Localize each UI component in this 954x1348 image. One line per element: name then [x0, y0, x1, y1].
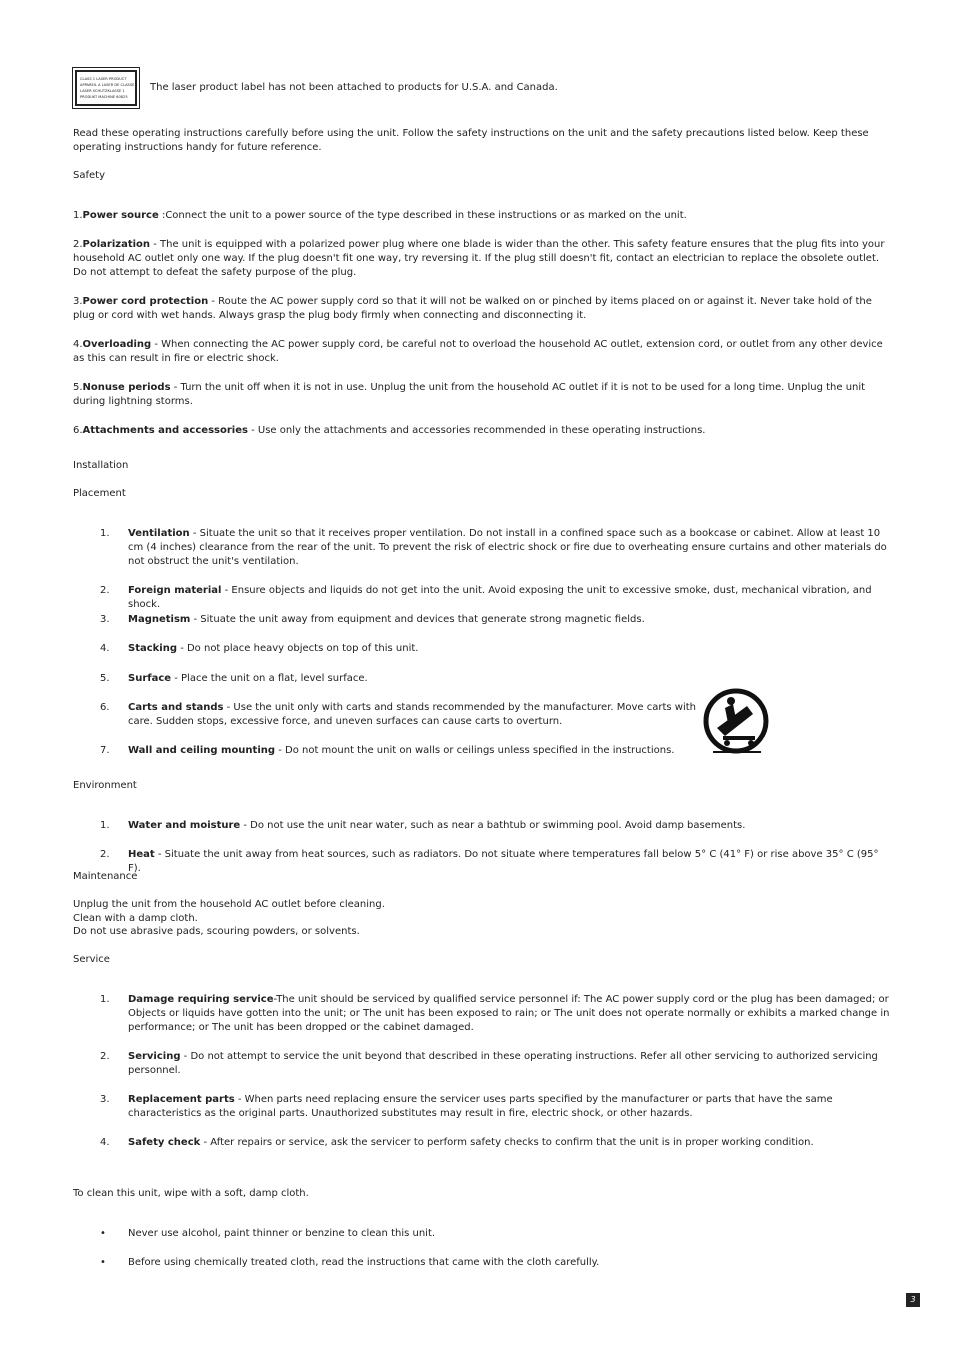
item-term: Damage requiring service	[128, 994, 274, 1005]
item-text: - Do not attempt to service the unit beyond that described in these operating instructions. Refer all other servicing to authorized servicing personnel.	[128, 1051, 878, 1076]
item-number: 4.	[100, 643, 110, 654]
item-text: - Do not use the unit near water, such as near a bathtub or swimming pool. Avoid damp basements.	[240, 820, 746, 831]
laser-label-line: LASER SCHUTZKLASSE 1	[80, 89, 125, 93]
item-number: 1.	[73, 210, 83, 221]
item-term: Power source	[82, 210, 159, 221]
maintenance-heading: Maintenance	[73, 871, 138, 882]
item-term: Ventilation	[128, 528, 190, 539]
item-term: Attachments and accessories	[82, 425, 248, 436]
item-text: - Situate the unit so that it receives proper ventilation. Do not install in a confined space such as a bookcase or cabinet. Allow at least 10 cm (4 inches) clearance from the rear of the unit. To prevent the risk of electric shock or fire due to overheating ensure curtains and other materials do not obstruct the unit's ventilation.	[128, 528, 887, 567]
bullet-text: Never use alcohol, paint thinner or benzine to clean this unit.	[128, 1228, 436, 1239]
safety-item	[73, 381, 893, 409]
item-text: - The unit is equipped with a polarized power plug where one blade is wider than the other. This safety feature ensures that the plug fits into your household AC outlet only one way. If the plug doesn't fit one way, try reversing it. If the plug still doesn't fit, contact an electrician to replace the obsolete outlet. Do not attempt to defeat the safety purpose of the plug.	[73, 239, 885, 278]
bullet-dot: •	[100, 1257, 106, 1268]
item-term: Safety check	[128, 1137, 201, 1148]
item-term: Surface	[128, 673, 172, 684]
item-term: Foreign material	[128, 585, 222, 596]
item-number: 2.	[73, 239, 83, 250]
item-number: 2.	[100, 1051, 110, 1062]
bullet-dot: •	[100, 1228, 106, 1239]
bullet-text: Before using chemically treated cloth, read the instructions that came with the cloth carefully.	[128, 1257, 600, 1268]
item-number: 6.	[73, 425, 83, 436]
item-text: - Use only the attachments and accessories recommended in these operating instructions.	[247, 425, 706, 436]
item-number: 5.	[100, 673, 110, 684]
item-number: 1.	[100, 820, 110, 831]
intro-paragraph: Read these operating instructions carefully before using the unit. Follow the safety instructions on the unit and the safety precautions listed below. Keep these operating instructions handy for future reference.	[73, 128, 869, 153]
maintenance-line: Clean with a damp cloth.	[73, 913, 198, 924]
item-text: -The unit should be serviced by qualified service personnel if: The AC power supply cord or the plug has been damaged; or Objects or liquids have gotten into the unit; or The unit has been exposed to rain; or The unit does not operate normally or exhibits a marked change in performance; or The unit has been dropped or the cabinet damaged.	[128, 994, 890, 1033]
item-number: 7.	[100, 745, 110, 756]
item-text: - When connecting the AC power supply cord, be careful not to overload the household AC outlet, extension cord, or outlet from any other device as this can result in fire or electric shock.	[73, 339, 883, 364]
item-term: Power cord protection	[82, 296, 209, 307]
page-number: 3	[906, 1293, 920, 1307]
item-number: 4.	[100, 1137, 110, 1148]
item-text: - Route the AC power supply cord so that it will not be walked on or pinched by items placed on or against it. Never take hold of the plug or cord with wet hands. Always grasp the plug body firmly when connecting and disconnecting it.	[73, 296, 872, 321]
item-text: - Do not mount the unit on walls or ceilings unless specified in the instructions.	[275, 745, 675, 756]
item-number: 2.	[100, 849, 110, 860]
item-text: - Use the unit only with carts and stands recommended by the manufacturer. Move carts with care. Sudden stops, excessive force, and uneven surfaces can cause carts to overturn.	[128, 702, 697, 727]
safety-item	[73, 238, 893, 280]
item-number: 3.	[100, 1094, 110, 1105]
item-term: Nonuse periods	[82, 382, 171, 393]
laser-product-label	[72, 67, 140, 109]
item-term: Servicing	[128, 1051, 181, 1062]
item-term: Magnetism	[128, 614, 191, 625]
item-term: Heat	[128, 849, 155, 860]
item-text: - Turn the unit off when it is not in use. Unplug the unit from the household AC outlet if it is not to be used for a long time. Unplug the unit during lightning storms.	[73, 382, 866, 407]
item-text: - Do not place heavy objects on top of this unit.	[177, 643, 419, 654]
placement-heading: Placement	[73, 488, 126, 499]
laser-label-frame	[75, 70, 137, 106]
safety-item	[73, 209, 893, 223]
environment-heading: Environment	[73, 780, 137, 791]
item-number: 1.	[100, 994, 110, 1005]
item-number: 3.	[73, 296, 83, 307]
installation-heading: Installation	[73, 460, 129, 471]
laser-label-line: PRODUKT MACHINE 60825	[80, 95, 128, 99]
item-term: Wall and ceiling mounting	[128, 745, 276, 756]
item-term: Overloading	[82, 339, 152, 350]
cleaning-intro: To clean this unit, wipe with a soft, damp cloth.	[73, 1188, 309, 1199]
item-text: - Place the unit on a flat, level surface.	[171, 673, 368, 684]
item-number: 3.	[100, 614, 110, 625]
safety-heading: Safety	[73, 170, 105, 181]
laser-label-line: CLASS 1 LASER PRODUCT	[80, 77, 127, 81]
safety-item	[73, 295, 893, 323]
item-text: :Connect the unit to a power source of the type described in these instructions or as marked on the unit.	[158, 210, 687, 221]
item-number: 6.	[100, 702, 110, 713]
safety-item	[73, 338, 893, 366]
laser-label-caption: The laser product label has not been attached to products for U.S.A. and Canada.	[150, 82, 558, 93]
item-text: - Situate the unit away from equipment and devices that generate strong magnetic fields.	[190, 614, 645, 625]
maintenance-line: Do not use abrasive pads, scouring powders, or solvents.	[73, 926, 360, 937]
item-term: Water and moisture	[128, 820, 241, 831]
item-term: Stacking	[128, 643, 178, 654]
item-text: - When parts need replacing ensure the servicer uses parts specified by the manufacturer or parts that have the same characteristics as the original parts. Unauthorized substitutes may result in fire, electric shock, or other hazards.	[128, 1094, 833, 1119]
item-text: - Situate the unit away from heat sources, such as radiators. Do not situate where temperatures fall below 5° C (41° F) or rise above 35° C (95° F).	[128, 849, 879, 874]
item-term: Replacement parts	[128, 1094, 235, 1105]
cart-tip-over-warning-icon	[703, 688, 771, 758]
item-term: Polarization	[82, 239, 151, 250]
service-heading: Service	[73, 954, 110, 965]
laser-label-line: APPAREIL A LASER DE CLASSE 1	[80, 83, 138, 87]
safety-item	[73, 424, 893, 438]
item-term: Carts and stands	[128, 702, 224, 713]
item-text: - Ensure objects and liquids do not get into the unit. Avoid exposing the unit to excessive smoke, dust, mechanical vibration, and shock.	[128, 585, 872, 610]
item-number: 4.	[73, 339, 83, 350]
item-number: 1.	[100, 528, 110, 539]
item-number: 2.	[100, 585, 110, 596]
item-text: - After repairs or service, ask the servicer to perform safety checks to confirm that the unit is in proper working condition.	[200, 1137, 814, 1148]
item-number: 5.	[73, 382, 83, 393]
maintenance-line: Unplug the unit from the household AC outlet before cleaning.	[73, 899, 385, 910]
